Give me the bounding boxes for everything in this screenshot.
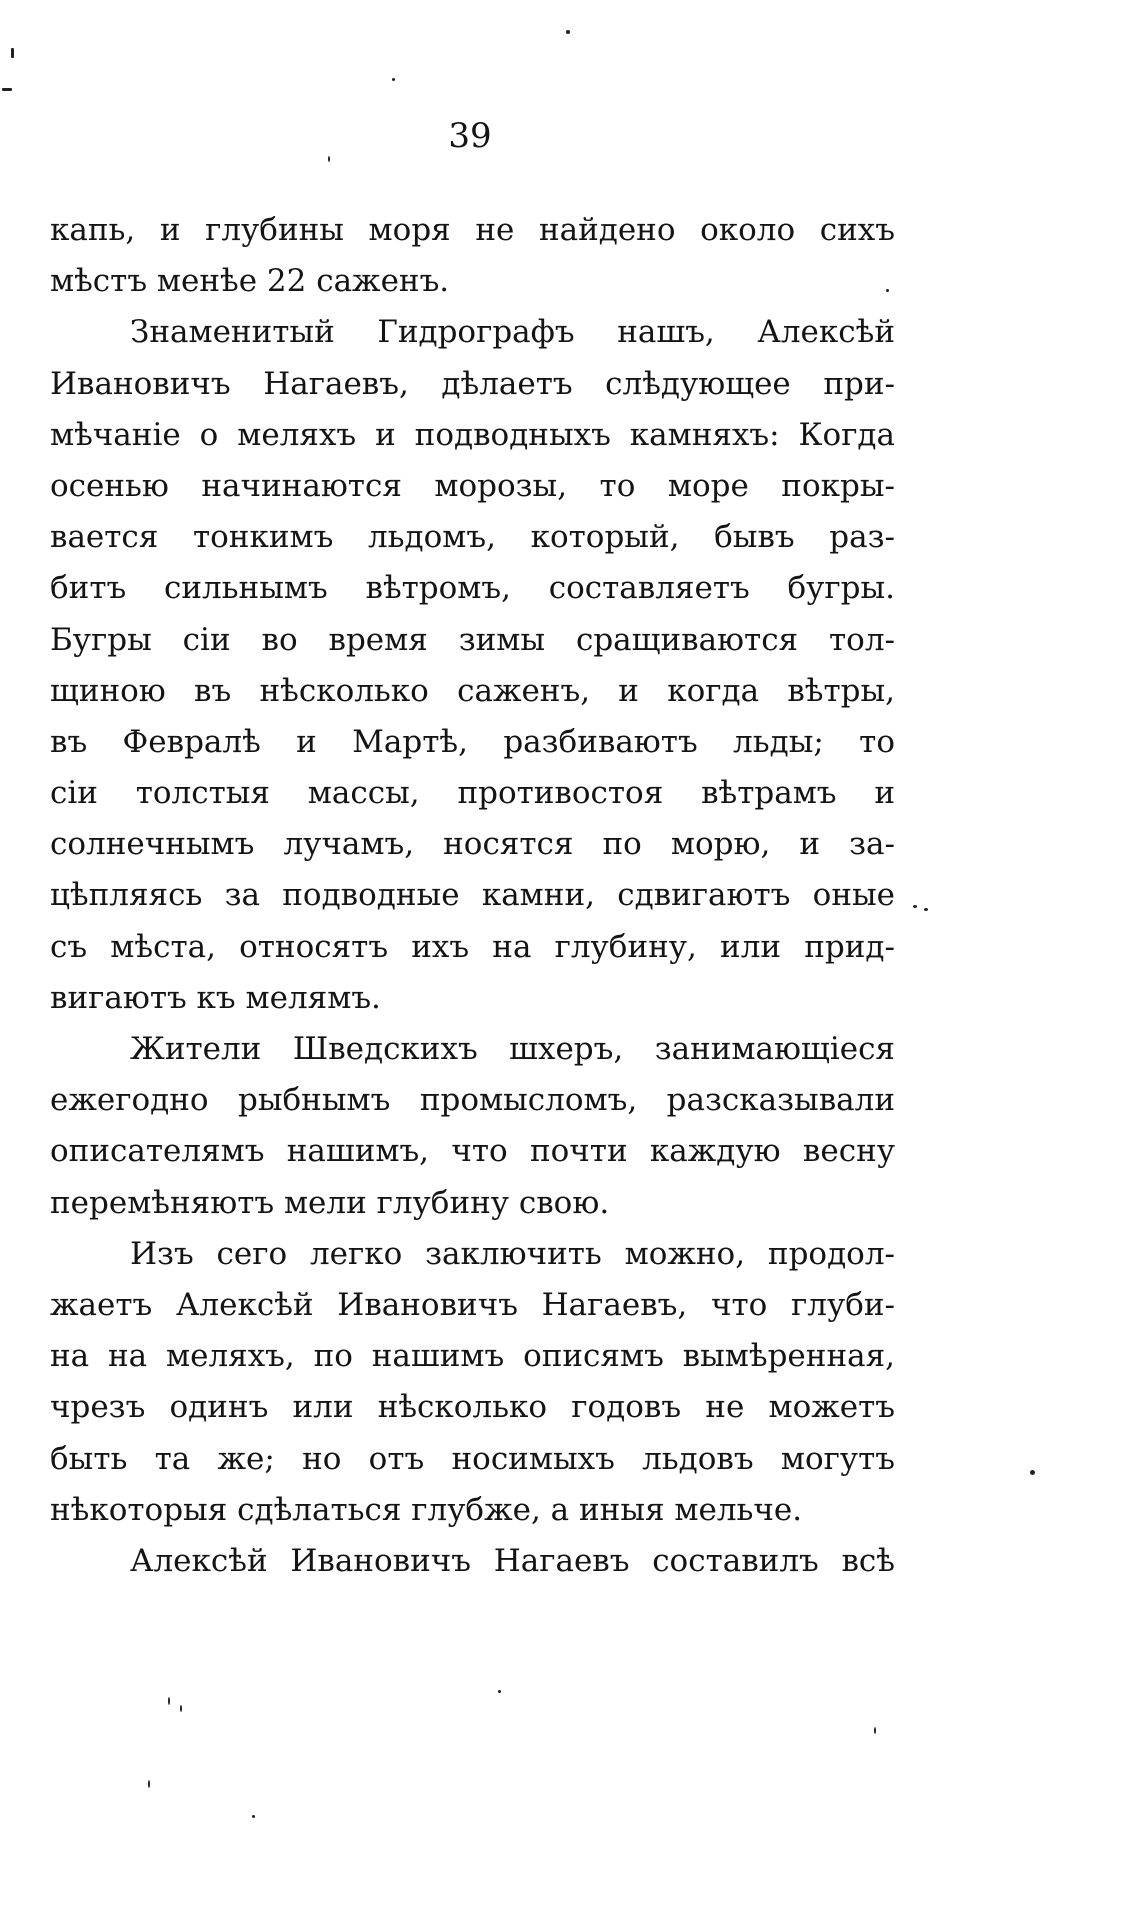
scan-speck (498, 1690, 501, 1693)
scan-speck (11, 48, 14, 58)
text-line: нѣкоторыя сдѣлаться глубже, а иныя мельче. (50, 1491, 803, 1528)
text-line: вается тонкимъ льдомъ, который, бывъ раз- (50, 519, 895, 556)
paragraph-start-line: Алексѣй Ивановичъ Нагаевъ составилъ всѣ (130, 1542, 895, 1579)
paragraph-start-line: Знаменитый Гидрографъ нашъ, Алексѣй (130, 314, 895, 351)
text-line: жаетъ Алексѣй Ивановичъ Нагаевъ, что глуби- (50, 1286, 895, 1323)
text-line: Бугры сіи во время зимы сращиваются тол- (50, 621, 895, 658)
scan-speck (180, 1705, 182, 1712)
scan-speck (924, 908, 928, 911)
text-line: цѣпляясь за подводные камни, сдвигаютъ оные (50, 877, 895, 914)
scan-speck (2, 88, 12, 91)
paragraph-start-line: Жители Шведскихъ шхеръ, занимающіеся (130, 1031, 895, 1067)
text-line: описателямъ нашимъ, что почти каждую весну (50, 1133, 895, 1170)
text-line: капь, и глубины моря не найдено около сихъ (50, 212, 895, 248)
scan-speck (566, 30, 570, 34)
text-line: мѣстъ менѣе 22 саженъ. (50, 263, 450, 300)
scan-speck (148, 1780, 150, 1788)
text-line: въ Февралѣ и Мартѣ, разбиваютъ льды; то (50, 723, 895, 760)
text-line: солнечнымъ лучамъ, носятся по морю, и за- (50, 826, 895, 863)
text-line: ежегодно рыбнымъ промысломъ, разсказывали (50, 1082, 895, 1119)
text-line: быть та же; но отъ носимыхъ льдовъ могутъ (50, 1440, 895, 1477)
scan-speck (886, 289, 889, 292)
text-line: вигаютъ къ мелямъ. (50, 979, 381, 1016)
scan-speck (392, 78, 395, 81)
text-line: чрезъ одинъ или нѣсколько годовъ не можетъ (50, 1389, 895, 1426)
scan-speck (168, 1697, 170, 1705)
page-number: 39 (448, 116, 492, 156)
scan-speck (874, 1727, 876, 1734)
text-line: осенью начинаются морозы, то море покры- (50, 467, 895, 504)
text-line: съ мѣста, относятъ ихъ на глубину, или прид- (50, 928, 895, 965)
text-line: перемѣняютъ мели глубину свою. (50, 1184, 610, 1221)
scan-speck (1030, 1470, 1035, 1475)
paragraph-start-line: Изъ сего легко заключить можно, продол- (130, 1235, 895, 1272)
text-line: щиною въ нѣсколько саженъ, и когда вѣтры, (50, 672, 895, 709)
text-line: Ивановичъ Нагаевъ, дѣлаетъ слѣдующее при- (50, 365, 895, 402)
text-line: сіи толстыя массы, противостоя вѣтрамъ и (50, 775, 895, 812)
scan-speck (913, 905, 917, 908)
text-line: на на меляхъ, по нашимъ описямъ вымѣренная, (50, 1338, 895, 1375)
text-line: битъ сильнымъ вѣтромъ, составляетъ бугры. (50, 570, 895, 607)
text-line: мѣчаніе о меляхъ и подводныхъ камняхъ: Когда (50, 416, 895, 453)
page-text (50, 205, 895, 1587)
scan-speck (252, 1815, 255, 1818)
scan-speck (328, 156, 330, 162)
